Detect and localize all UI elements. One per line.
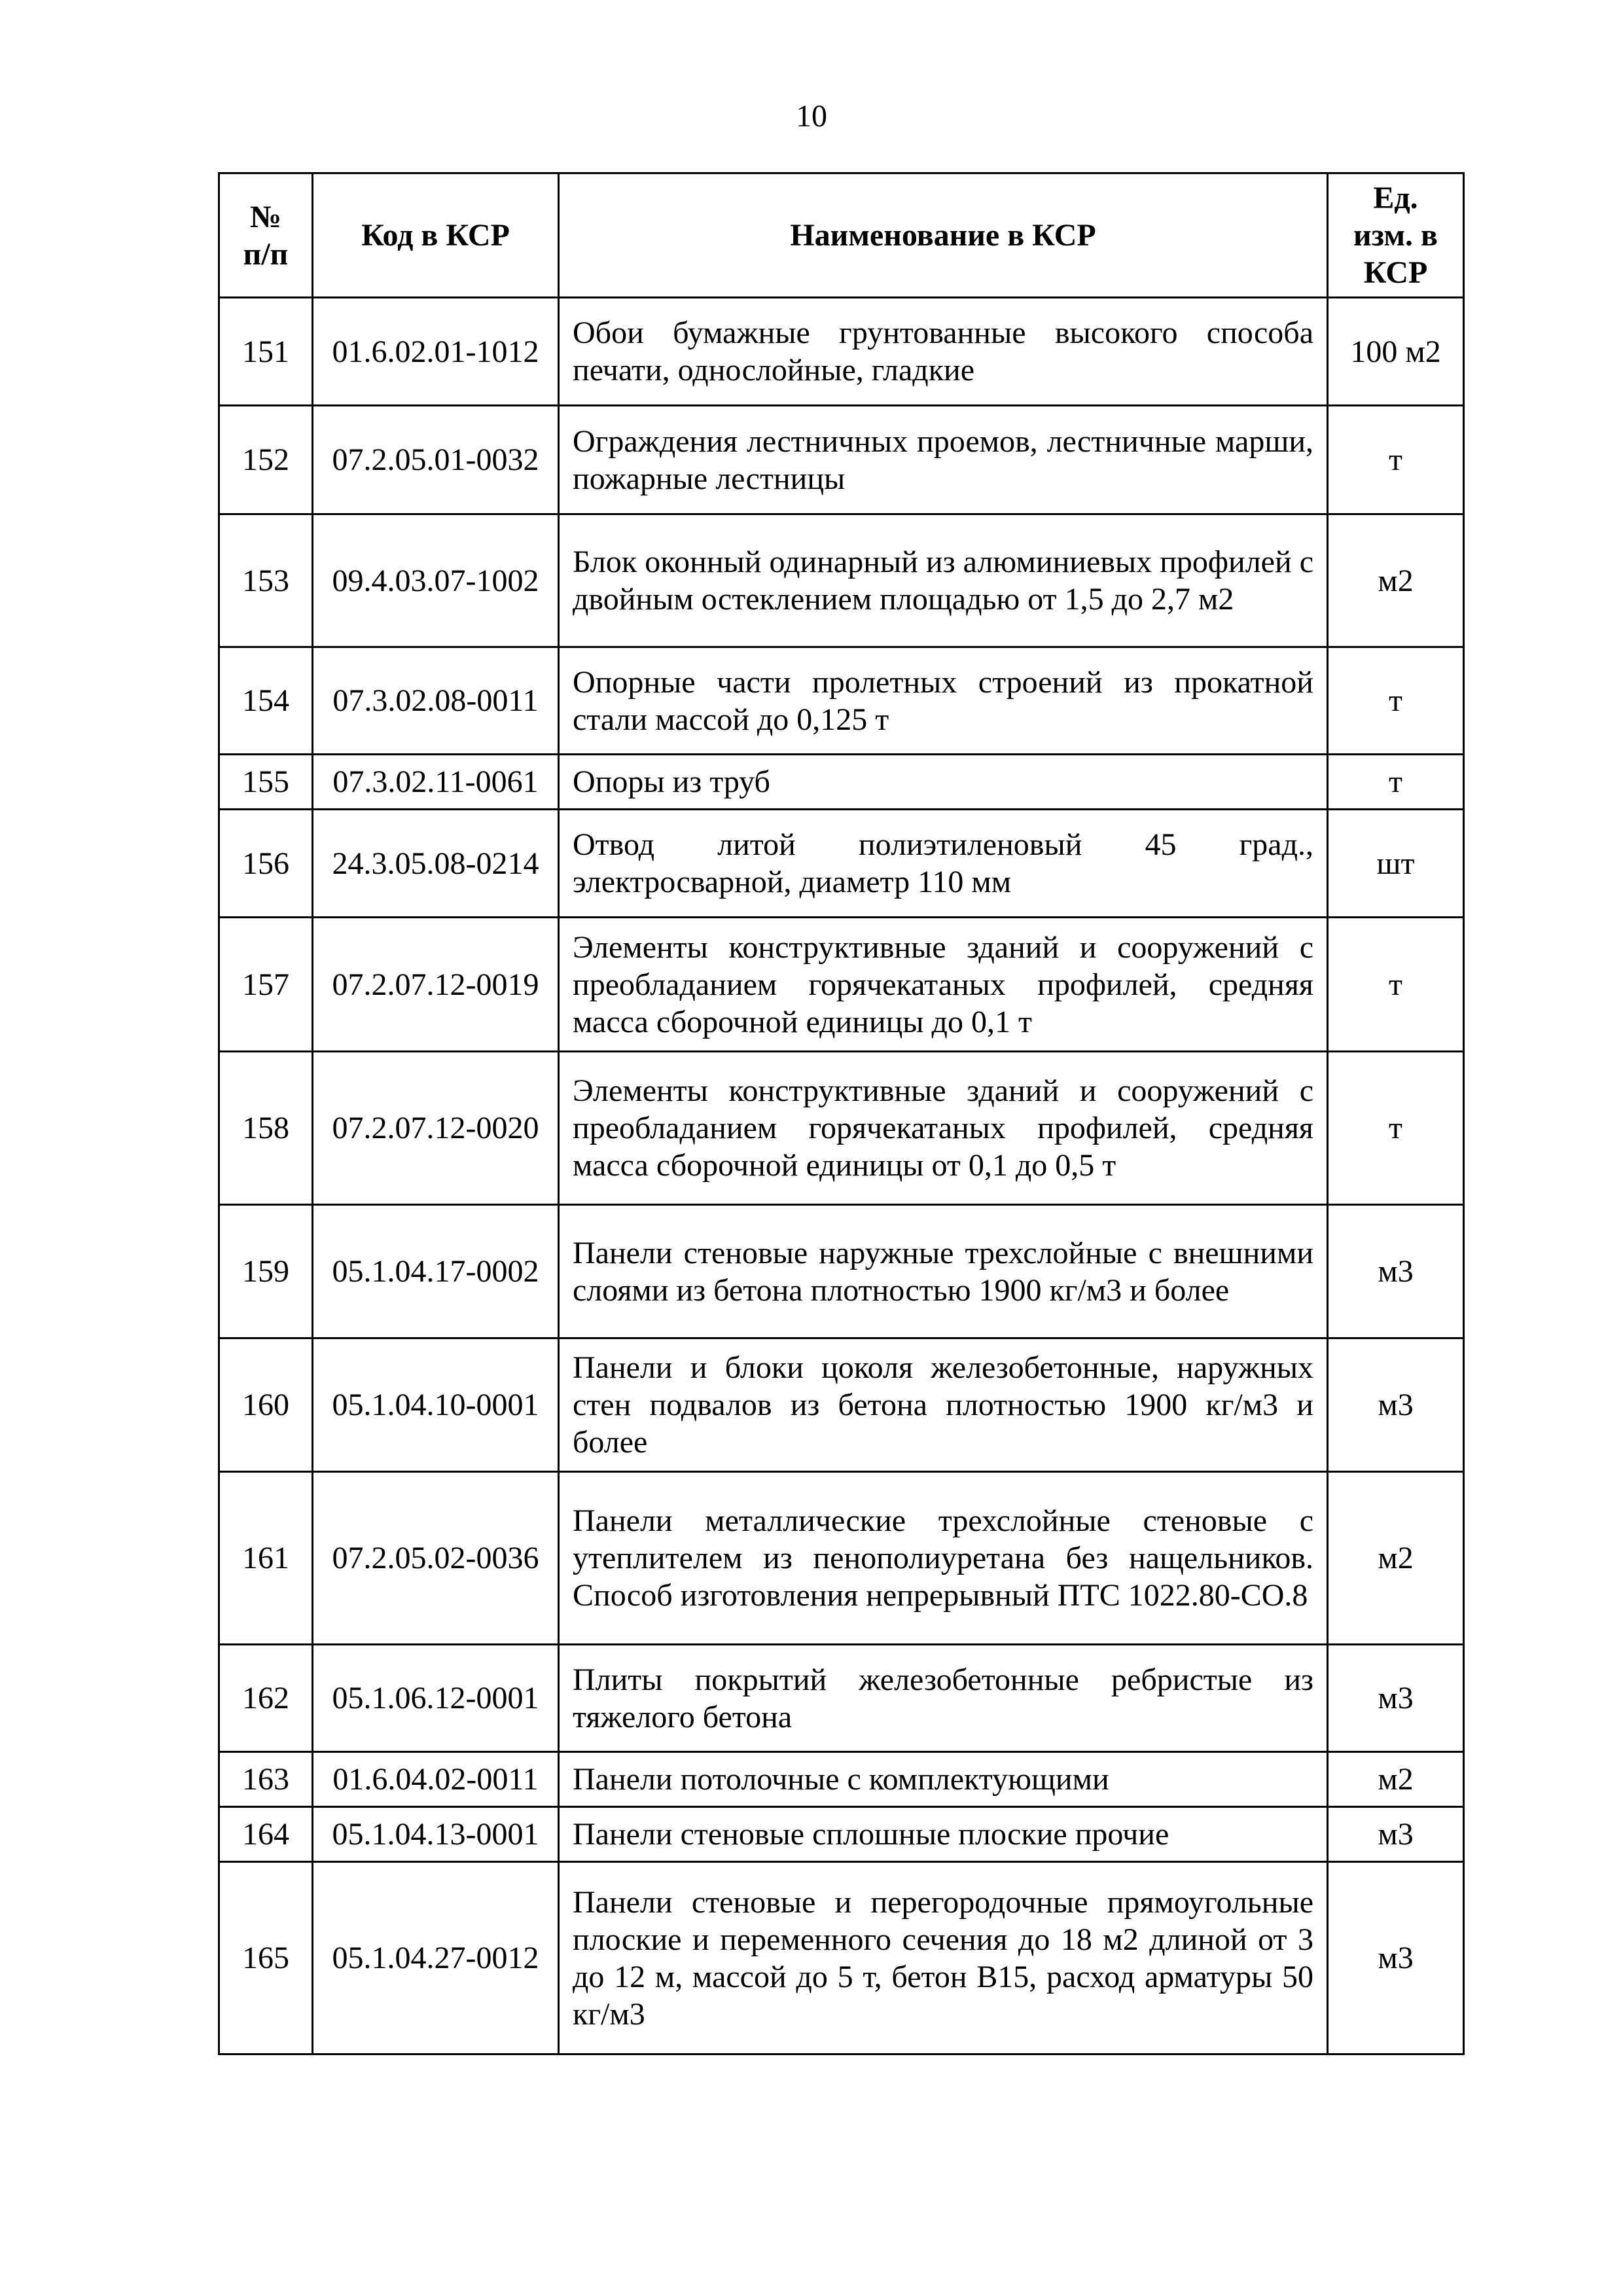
row-num: 161 [219, 1472, 313, 1645]
row-name: Ограждения лестничных проемов, лестничные марши, пожарные лестницы [559, 406, 1328, 514]
table-row [219, 918, 1464, 1052]
row-unit: м3 [1328, 1205, 1464, 1338]
table-row [219, 406, 1464, 514]
row-unit: м2 [1328, 1472, 1464, 1645]
row-num: 155 [219, 755, 313, 810]
row-name: Плиты покрытий железобетонные ребристые из тяжелого бетона [559, 1645, 1328, 1752]
header-name: Наименование в КСР [559, 173, 1328, 298]
row-unit: м3 [1328, 1338, 1464, 1472]
row-code: 05.1.06.12-0001 [313, 1645, 559, 1752]
header-unit-line1: Ед. [1373, 181, 1418, 215]
row-num: 153 [219, 514, 313, 647]
row-unit: шт [1328, 810, 1464, 918]
header-unit-line2: изм. в [1353, 218, 1438, 253]
row-code: 05.1.04.13-0001 [313, 1807, 559, 1862]
table-row [219, 1205, 1464, 1338]
row-unit: м3 [1328, 1645, 1464, 1752]
row-code: 09.4.03.07-1002 [313, 514, 559, 647]
row-unit: т [1328, 647, 1464, 755]
row-code: 07.3.02.08-0011 [313, 647, 559, 755]
row-name: Панели и блоки цоколя железобетонные, наружных стен подвалов из бетона плотностью 1900 кг/м3 и более [559, 1338, 1328, 1472]
row-unit: т [1328, 918, 1464, 1052]
row-code: 24.3.05.08-0214 [313, 810, 559, 918]
row-num: 156 [219, 810, 313, 918]
table-row [219, 647, 1464, 755]
row-unit: м3 [1328, 1807, 1464, 1862]
row-code: 01.6.02.01-1012 [313, 298, 559, 406]
table-row [219, 298, 1464, 406]
header-num-line2: п/п [243, 236, 289, 272]
row-code: 07.2.07.12-0019 [313, 918, 559, 1052]
row-code: 07.2.07.12-0020 [313, 1052, 559, 1205]
table-row [219, 1052, 1464, 1205]
row-unit: т [1328, 406, 1464, 514]
header-code: Код в КСР [313, 173, 559, 298]
row-num: 151 [219, 298, 313, 406]
row-code: 07.2.05.02-0036 [313, 1472, 559, 1645]
header-unit [1328, 173, 1464, 298]
row-code: 01.6.04.02-0011 [313, 1752, 559, 1807]
table-row [219, 1645, 1464, 1752]
row-name: Отвод литой полиэтиленовый 45 град., электросварной, диаметр 110 мм [559, 810, 1328, 918]
table-row [219, 1472, 1464, 1645]
row-name: Панели потолочные с комплектующими [559, 1752, 1328, 1807]
row-unit: 100 м2 [1328, 298, 1464, 406]
table-row [219, 755, 1464, 810]
row-code: 07.3.02.11-0061 [313, 755, 559, 810]
row-num: 163 [219, 1752, 313, 1807]
row-name: Панели стеновые и перегородочные прямоугольные плоские и переменного сечения до 18 м2 длиной от 3 до 12 м, массой до 5 т, бетон В15, расход арматуры 50 кг/м3 [559, 1862, 1328, 2054]
row-unit: т [1328, 1052, 1464, 1205]
row-name: Опорные части пролетных строений из прокатной стали массой до 0,125 т [559, 647, 1328, 755]
row-num: 164 [219, 1807, 313, 1862]
row-unit: м2 [1328, 1752, 1464, 1807]
row-name: Панели металлические трехслойные стеновые с утеплителем из пенополиуретана без нащельников. Способ изготовления непрерывный ПТС 1022.80-СО.8 [559, 1472, 1328, 1645]
row-num: 158 [219, 1052, 313, 1205]
row-name: Обои бумажные грунтованные высокого способа печати, однослойные, гладкие [559, 298, 1328, 406]
header-num-line1: № [249, 199, 282, 234]
row-code: 05.1.04.17-0002 [313, 1205, 559, 1338]
table-row [219, 1807, 1464, 1862]
table-row [219, 810, 1464, 918]
row-num: 160 [219, 1338, 313, 1472]
ksr-table [218, 172, 1465, 2055]
row-name: Элементы конструктивные зданий и сооружений с преобладанием горячекатаных профилей, средняя масса сборочной единицы до 0,1 т [559, 918, 1328, 1052]
row-code: 05.1.04.10-0001 [313, 1338, 559, 1472]
row-name: Блок оконный одинарный из алюминиевых профилей с двойным остеклением площадью от 1,5 до 2,7 м2 [559, 514, 1328, 647]
row-num: 159 [219, 1205, 313, 1338]
row-name: Панели стеновые наружные трехслойные с внешними слоями из бетона плотностью 1900 кг/м3 и более [559, 1205, 1328, 1338]
row-name: Элементы конструктивные зданий и сооружений с преобладанием горячекатаных профилей, средняя масса сборочной единицы от 0,1 до 0,5 т [559, 1052, 1328, 1205]
table-row [219, 1338, 1464, 1472]
row-num: 152 [219, 406, 313, 514]
table-row [219, 1862, 1464, 2054]
row-name: Опоры из труб [559, 755, 1328, 810]
row-unit: т [1328, 755, 1464, 810]
header-num [219, 173, 313, 298]
row-num: 165 [219, 1862, 313, 2054]
row-code: 07.2.05.01-0032 [313, 406, 559, 514]
row-code: 05.1.04.27-0012 [313, 1862, 559, 2054]
table-row [219, 514, 1464, 647]
row-unit: м3 [1328, 1862, 1464, 2054]
row-num: 162 [219, 1645, 313, 1752]
table-header-row [219, 173, 1464, 298]
page-number: 10 [796, 99, 827, 134]
header-unit-line3: КСР [1363, 255, 1428, 290]
row-name: Панели стеновые сплошные плоские прочие [559, 1807, 1328, 1862]
row-num: 154 [219, 647, 313, 755]
table-row [219, 1752, 1464, 1807]
row-num: 157 [219, 918, 313, 1052]
row-unit: м2 [1328, 514, 1464, 647]
